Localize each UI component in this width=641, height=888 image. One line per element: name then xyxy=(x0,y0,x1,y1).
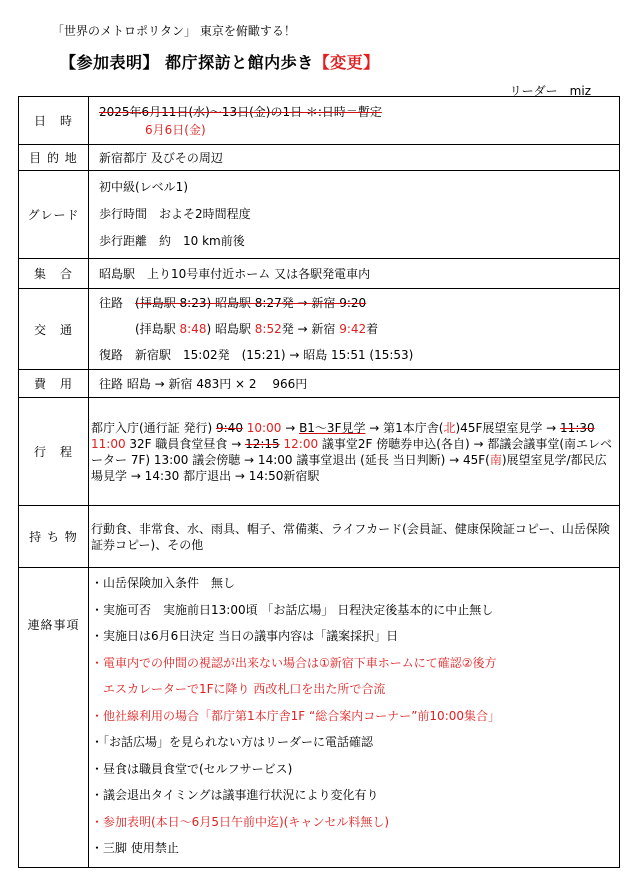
itin-part: 都庁入庁(通行証 発行) xyxy=(91,420,216,435)
itin-new-time: 10:00 xyxy=(246,420,282,435)
itin-part: )45F展望室見学 → xyxy=(455,420,561,435)
row-cost xyxy=(19,370,620,398)
outbound-new-time: 8:52 xyxy=(254,322,282,336)
label-itinerary: 行 程 xyxy=(19,398,89,506)
value-datetime xyxy=(89,97,620,145)
contact-item: ・参加表明(本日～6月5日午前中迄)(キャンセル料無し) xyxy=(91,814,389,829)
value-transport xyxy=(89,289,620,370)
leader-name: リーダー miz xyxy=(509,84,591,98)
label-meeting: 集 合 xyxy=(19,259,89,289)
itin-struck-time: 12:15 xyxy=(245,436,280,451)
transport-outbound-original xyxy=(99,290,613,316)
row-transport xyxy=(19,289,620,370)
datetime-original: 2025年6月11日(水)～13日(金)の1日 ＊:日時＝暫定 xyxy=(99,104,382,119)
row-destination xyxy=(19,145,620,171)
row-meeting xyxy=(19,259,620,289)
label-belongings: 持 ち 物 xyxy=(19,506,89,568)
itin-red-word: 南 xyxy=(489,452,502,467)
value-meeting: 昭島駅 上り10号車付近ホーム 又は各駅発電車内 xyxy=(89,259,620,289)
contact-item: エスカレーターで1Fに降り 西改札口を出た所で合流 xyxy=(91,682,386,696)
value-belongings xyxy=(89,506,620,568)
schedule-table xyxy=(18,96,620,868)
transport-return: 復路 新宿駅 15:02発 (15:21) → 昭島 15:51 (15:53) xyxy=(99,348,414,362)
page-title xyxy=(60,50,380,73)
label-contact: 連絡事項 xyxy=(19,568,89,868)
title-main: 【参加表明】 都庁探訪と館内歩き xyxy=(60,53,314,72)
itin-red-word: 北 xyxy=(443,420,456,435)
grade-walk-distance: 歩行距離 約 10 km前後 xyxy=(99,234,245,248)
itin-part: → 第1本庁舎( xyxy=(365,420,444,435)
contact-item: ・「お話広場」を見られない方はリーダーに電話確認 xyxy=(91,735,374,749)
contact-item: ・実施日は6月6日決定 当日の議事内容は「議案採択」日 xyxy=(91,629,399,643)
outbound-new-part: ) 昭島駅 xyxy=(206,322,255,336)
value-destination: 新宿都庁 及びその周辺 xyxy=(89,145,620,171)
itin-new-time: 12:00 xyxy=(283,436,319,451)
itin-part: → xyxy=(281,420,300,435)
outbound-prefix: 往路 xyxy=(99,296,124,310)
itin-underlined: B1～3F見学 xyxy=(299,420,366,435)
value-cost: 往路 昭島 → 新宿 483円 × 2 966円 xyxy=(89,370,620,398)
row-grade xyxy=(19,171,620,259)
outbound-new-part: 発 → 新宿 xyxy=(281,322,340,336)
contact-item: ・昼食は職員食堂で(セルフサービス) xyxy=(91,761,293,776)
itin-part: )展望室見学/都民広場見学 → 14:30 都庁退出 → 14:50新宿駅 xyxy=(91,452,607,483)
value-itinerary xyxy=(89,398,620,506)
itin-struck-time: 11:30 xyxy=(560,420,595,435)
label-grade: グレード xyxy=(19,171,89,259)
belongings-text: 行動食、非常食、水、雨具、帽子、常備薬、ライフカード(会員証、健康保険証コピー、山岳保険証券コピー)、その他 xyxy=(91,521,610,552)
outbound-struck: (拝島駅 8:23) 昭島駅 8:27発 → 新宿 9:20 xyxy=(135,296,367,310)
label-datetime: 日 時 xyxy=(19,97,89,145)
label-cost: 費 用 xyxy=(19,370,89,398)
row-datetime xyxy=(19,97,620,145)
grade-level: 初中級(レベル1) xyxy=(99,180,188,194)
subtitle: 「世界のメトロポリタン」 東京を俯瞰する！ xyxy=(52,24,296,38)
outbound-new-part: 着 xyxy=(366,322,379,336)
row-contact xyxy=(19,568,620,868)
contact-item: ・議会退出タイミングは議事進行状況により変化有り xyxy=(91,788,379,802)
row-itinerary xyxy=(19,398,620,506)
datetime-changed: 6月6日(金) xyxy=(145,122,206,137)
transport-outbound-new xyxy=(99,316,613,342)
row-belongings xyxy=(19,506,620,568)
outbound-new-part: (拝島駅 xyxy=(135,322,180,336)
label-destination: 目 的 地 xyxy=(19,145,89,171)
contact-item: ・山岳保険加入条件 無し xyxy=(91,576,236,590)
itin-new-time: 11:00 xyxy=(91,436,126,451)
grade-walk-time: 歩行時間 およそ2時間程度 xyxy=(99,207,251,221)
outbound-new-time: 8:48 xyxy=(179,322,207,336)
itinerary-text xyxy=(91,420,613,484)
itin-struck-time: 9:40 xyxy=(216,420,243,435)
contact-item: ・三脚 使用禁止 xyxy=(91,841,179,855)
contact-item: ・他社線利用の場合「都庁第1本庁舎1F “総合案内コーナー”前10:00集合」 xyxy=(91,708,501,723)
itin-part: 32F 職員食堂昼食 → xyxy=(125,436,246,451)
itin-part: 議事堂2F 傍聴券申込(各自) → 都議会議事堂(南エレベーター 7F) 13:00 議会傍聴 → 14:00 議事堂退出 (延長 当日判断) → 45F( xyxy=(91,436,613,467)
value-grade xyxy=(89,171,620,259)
title-change: 【変更】 xyxy=(313,53,380,72)
contact-item: ・実施可否 実施前日13:00頃 「お話広場」 日程決定後基本的に中止無し xyxy=(91,602,494,617)
contact-item: ・電車内での仲間の視認が出来ない場合は①新宿下車ホームにて確認②後方 xyxy=(91,655,497,670)
value-contact xyxy=(89,568,620,868)
outbound-new-time: 9:42 xyxy=(339,322,367,336)
label-transport: 交 通 xyxy=(19,289,89,370)
